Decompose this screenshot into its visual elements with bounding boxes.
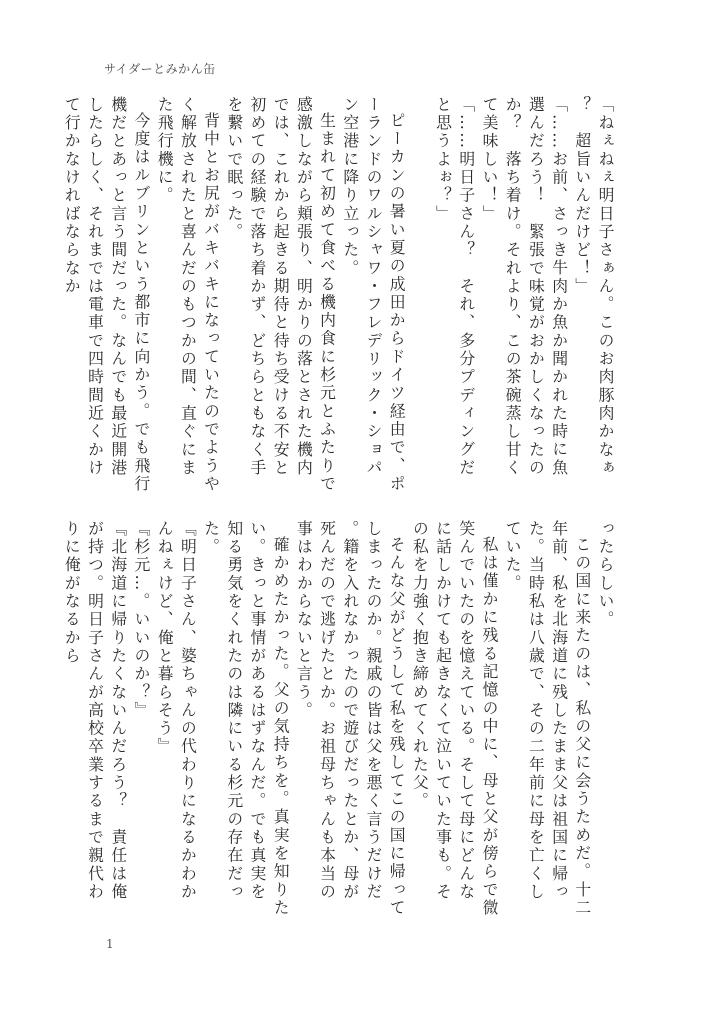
blank-line: [408, 96, 431, 494]
paragraph: ったらしい。: [596, 520, 615, 629]
running-header-title: サイダーとみかん缶: [104, 62, 216, 76]
paragraph: この国に来たのは、私の父に会うためだ。十二年前、私を北海道に残したまま父は祖国に帰った。当時私は八歳で、その二年前に母を亡くしていた。: [503, 520, 592, 917]
paragraph: 背中とお尻がバキバキになっていたのでようやく解放されたと喜んだのもつかの間、直ぐにまた飛行機に。: [155, 96, 221, 493]
lower-text-block: [62, 520, 617, 918]
page-number: 1: [106, 937, 114, 951]
upper-text-block: [62, 96, 617, 494]
paragraph: そんな父がどうして私を残してこの国に帰ってしまったのか。親戚の皆は父を悪く言うだけだ。籍を入れなかったので遊びだったとか、母が死んだので逃げたとか。お祖母ちゃんも本当の事はわからないと言う。: [294, 520, 407, 917]
paragraph: 『明日子さん、婆ちゃんの代わりになるかわかんねぇけど、俺と暮らそう』: [155, 520, 198, 902]
paragraph: ピーカンの暑い夏の成田からドイツ経由で、ポーランドのワルシャワ・フレデリック・ショパン空港に降り立った。: [340, 96, 407, 493]
paragraph: 生まれて初めて食べる機内食に杉元とふたりで感激しながら頬張り、明かりの落とされた機内では、これから起きる期待と待ち受ける不安と初めての経験で落ち着かず、どちらともなく手を繋いで眠った。: [224, 96, 337, 493]
paragraph: 『杉元…。いいのか？』: [131, 520, 151, 720]
paragraph: 今度はルブリンという都市に向かう。でも飛行機だとあっと言う間だった。なんでも最近開港したらしく、それまでは電車で四時間近くかけて行かなければならなか: [62, 96, 151, 493]
paragraph: 『北海道に帰りたくないんだろう？ 責任は俺が持つ。明日子さんが高校卒業するまで親代わりに俺がなるから: [62, 520, 128, 902]
paragraph: 確かめたかった。父の気持ちを。真実を知りたい。きっと事情があるはずなんだ。でも真実を知る勇気をくれたのは隣にいる杉元の存在だった。: [201, 520, 291, 917]
paragraph: 「……明日子さん？ それ、多分プディングだと思うよぉ？」: [433, 96, 476, 478]
paragraph: 私は僅かに残る記憶の中に、母と父が傍らで微笑んでいたのを憶えている。そして母にどんなに話しかけても起きなくて泣いていた事も。その私を力強く抱き締めてくれた父。: [410, 520, 499, 917]
paragraph: 「……お前、さっき牛肉か魚か聞かれた時に魚選んだろう！ 緊張で味覚がおかしくなったのか？ 落ち着け。それより、この茶碗蒸し甘くて美味しい！」: [479, 96, 569, 478]
paragraph: 「ねぇねぇ明日子さぁん。このお肉豚肉かなぁ？ 超旨いんだけど！」: [572, 96, 615, 478]
